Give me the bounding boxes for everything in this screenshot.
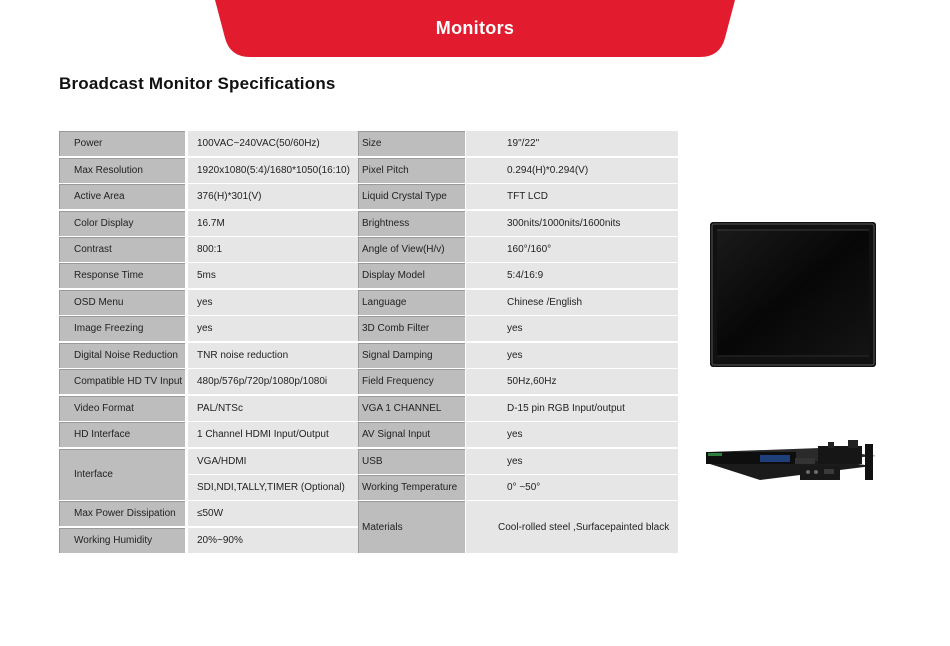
spec-label: Max Power Dissipation bbox=[59, 501, 185, 527]
spec-label: Response Time bbox=[59, 263, 185, 289]
spec-label: Working Humidity bbox=[59, 528, 185, 554]
spec-value: 5ms bbox=[188, 263, 358, 289]
spec-value: yes bbox=[466, 449, 678, 475]
spec-value: 16.7M bbox=[188, 211, 358, 237]
spec-label: Pixel Pitch bbox=[358, 158, 465, 184]
spec-value: 0.294(H)*0.294(V) bbox=[466, 158, 678, 184]
spec-value: Chinese /English bbox=[466, 290, 678, 316]
spec-label: Angle of View(H/v) bbox=[358, 237, 465, 263]
spec-value: 50Hz,60Hz bbox=[466, 369, 678, 395]
spec-value: PAL/NTSc bbox=[188, 396, 358, 422]
spec-value: 19"/22" bbox=[466, 131, 678, 157]
spec-value: 0° ~50° bbox=[466, 475, 678, 501]
spec-value: 160°/160° bbox=[466, 237, 678, 263]
monitor-side-image bbox=[700, 436, 878, 486]
spec-value: 5:4/16:9 bbox=[466, 263, 678, 289]
spec-label: Compatible HD TV Input bbox=[59, 369, 185, 395]
spec-label: Working Temperature bbox=[358, 475, 465, 501]
spec-label: OSD Menu bbox=[59, 290, 185, 316]
spec-value: 1 Channel HDMI Input/Output bbox=[188, 422, 358, 448]
spec-label: Color Display bbox=[59, 211, 185, 237]
spec-table bbox=[59, 131, 678, 554]
spec-label: Brightness bbox=[358, 211, 465, 237]
spec-value: VGA/HDMI bbox=[188, 449, 358, 475]
spec-label: Display Model bbox=[358, 263, 465, 289]
spec-value: yes bbox=[466, 316, 678, 342]
spec-label: Image Freezing bbox=[59, 316, 185, 342]
spec-label: Signal Damping bbox=[358, 343, 465, 369]
spec-label: VGA 1 CHANNEL bbox=[358, 396, 465, 422]
spec-label: Active Area bbox=[59, 184, 185, 210]
spec-value: 1920x1080(5:4)/1680*1050(16:10) bbox=[188, 158, 358, 184]
spec-label: HD Interface bbox=[59, 422, 185, 448]
spec-value: yes bbox=[466, 343, 678, 369]
spec-label: Liquid Crystal Type bbox=[358, 184, 465, 210]
spec-value: 480p/576p/720p/1080p/1080i bbox=[188, 369, 358, 395]
spec-value: TFT LCD bbox=[466, 184, 678, 210]
spec-value: 20%~90% bbox=[188, 528, 358, 554]
spec-label: Field Frequency bbox=[358, 369, 465, 395]
spec-label: USB bbox=[358, 449, 465, 475]
spec-label: Contrast bbox=[59, 237, 185, 263]
spec-label: Digital Noise Reduction bbox=[59, 343, 185, 369]
spec-value: yes bbox=[188, 290, 358, 316]
spec-label: Language bbox=[358, 290, 465, 316]
spec-value: TNR noise reduction bbox=[188, 343, 358, 369]
spec-label: Video Format bbox=[59, 396, 185, 422]
spec-label: Power bbox=[59, 131, 185, 157]
spec-value: 376(H)*301(V) bbox=[188, 184, 358, 210]
monitor-front-image bbox=[709, 221, 877, 368]
spec-label: Max Resolution bbox=[59, 158, 185, 184]
spec-label: Interface bbox=[59, 449, 185, 501]
spec-value: 100VAC~240VAC(50/60Hz) bbox=[188, 131, 358, 157]
spec-label: Size bbox=[358, 131, 465, 157]
banner-title: Monitors bbox=[435, 18, 515, 38]
spec-value: Cool-rolled steel ,Surfacepainted black bbox=[466, 501, 678, 554]
spec-value: yes bbox=[466, 422, 678, 448]
spec-value: D-15 pin RGB Input/output bbox=[466, 396, 678, 422]
spec-value: 800:1 bbox=[188, 237, 358, 263]
page-title: Broadcast Monitor Specifications bbox=[59, 74, 336, 93]
spec-label: 3D Comb Filter bbox=[358, 316, 465, 342]
spec-value: 300nits/1000nits/1600nits bbox=[466, 211, 678, 237]
spec-value: SDI,NDI,TALLY,TIMER (Optional) bbox=[188, 475, 358, 501]
spec-value: yes bbox=[188, 316, 358, 342]
spec-label: Materials bbox=[358, 501, 465, 554]
spec-value: ≤50W bbox=[188, 501, 358, 527]
spec-label: AV Signal Input bbox=[358, 422, 465, 448]
